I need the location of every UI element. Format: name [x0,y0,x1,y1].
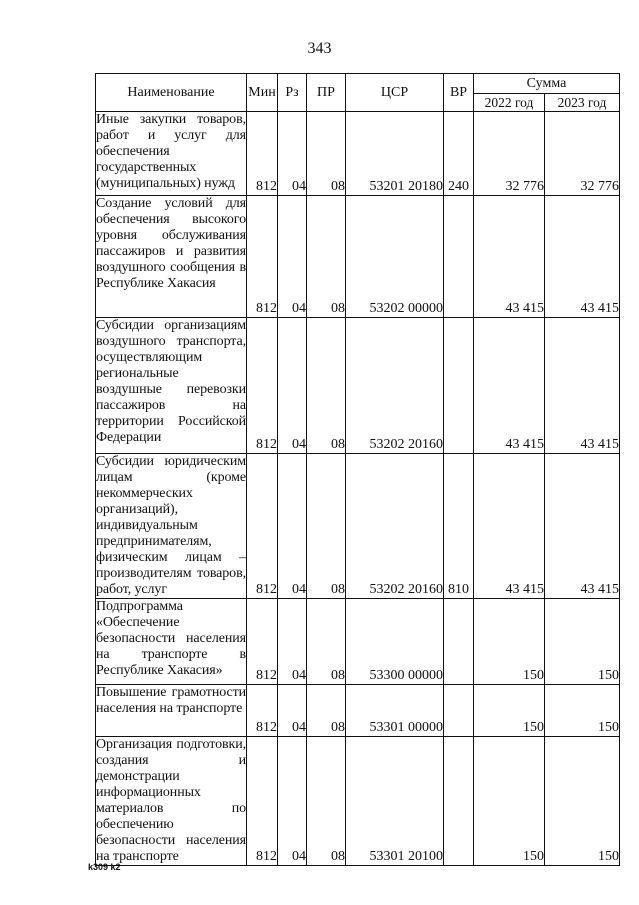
row-pr: 08 [307,196,346,318]
row-sum-2022: 43 415 [474,454,545,599]
footer-code: k309 k2 [88,862,121,872]
row-vr: 240 [444,112,474,196]
row-rz: 04 [278,318,307,454]
row-sum-2023: 150 [545,599,620,685]
row-sum-2022: 150 [474,737,545,866]
row-name: Подпрограмма «Обеспечение безопасности населения на транспорте в Республике Хакасия» [96,599,247,685]
row-min: 812 [247,196,278,318]
header-rz: Рз [278,74,307,112]
row-rz: 04 [278,112,307,196]
header-name: Наименование [96,74,247,112]
row-rz: 04 [278,454,307,599]
row-pr: 08 [307,112,346,196]
row-rz: 04 [278,599,307,685]
table-row [96,737,620,866]
row-sum-2022: 150 [474,685,545,737]
row-name: Субсидии юридическим лицам (кроме некоммерческих организаций), индивидуальным предпринимателям, физическим лицам – производителям товаров, работ, услуг [96,454,246,597]
row-min: 812 [247,737,278,866]
row-min: 812 [247,599,278,685]
budget-table [95,73,620,866]
row-sum-2023: 32 776 [545,112,620,196]
row-pr: 08 [307,685,346,737]
row-min: 812 [247,685,278,737]
row-csr: 53301 00000 [346,685,444,737]
row-vr: 810 [444,454,474,599]
header-vr: ВР [444,74,474,112]
header-year-2023: 2023 год [545,94,620,112]
table-row [96,318,620,454]
row-sum-2022: 43 415 [474,196,545,318]
row-sum-2023: 150 [545,737,620,866]
header-min: Мин [247,74,278,112]
header-csr: ЦСР [346,74,444,112]
row-csr: 53301 20100 [346,737,444,866]
row-pr: 08 [307,454,346,599]
row-vr [444,737,474,866]
row-sum-2022: 32 776 [474,112,545,196]
row-sum-2023: 150 [545,685,620,737]
row-name: Повышение грамотности населения на транспорте [96,685,247,737]
row-vr [444,685,474,737]
row-rz: 04 [278,737,307,866]
table-row [96,685,620,737]
row-min: 812 [247,112,278,196]
header-year-2022: 2022 год [474,94,545,112]
row-pr: 08 [307,737,346,866]
row-csr: 53201 20180 [346,112,444,196]
page-number: 343 [307,40,332,57]
row-sum-2022: 150 [474,599,545,685]
row-pr: 08 [307,599,346,685]
row-sum-2023: 43 415 [545,196,620,318]
table-row [96,112,620,196]
row-sum-2022: 43 415 [474,318,545,454]
row-sum-2023: 43 415 [545,454,620,599]
row-sum-2023: 43 415 [545,318,620,454]
row-min: 812 [247,454,278,599]
row-vr [444,599,474,685]
row-rz: 04 [278,685,307,737]
header-sum: Сумма [474,74,620,94]
row-name: Организация подготовки, создания и демонстрации информационных материалов по обеспечению безопасности населения на транспорте [96,737,246,864]
row-csr: 53202 20160 [346,454,444,599]
row-csr: 53300 00000 [346,599,444,685]
table-row [96,196,620,318]
table-row [96,454,620,599]
row-vr [444,318,474,454]
row-name: Создание условий для обеспечения высокого уровня обслуживания пассажиров и развития воздушного сообщения в Республике Хакасия [96,196,247,318]
table-row [96,599,620,685]
row-name: Иные закупки товаров, работ и услуг для обеспечения государственных (муниципальных) нужд [96,112,247,196]
row-rz: 04 [278,196,307,318]
row-min: 812 [247,318,278,454]
row-csr: 53202 00000 [346,196,444,318]
row-name: Субсидии организациям воздушного транспорта, осуществляющим региональные воздушные перевозки пассажиров на территории Российской Федерации [96,318,247,454]
row-vr [444,196,474,318]
header-pr: ПР [307,74,346,112]
row-csr: 53202 20160 [346,318,444,454]
row-pr: 08 [307,318,346,454]
